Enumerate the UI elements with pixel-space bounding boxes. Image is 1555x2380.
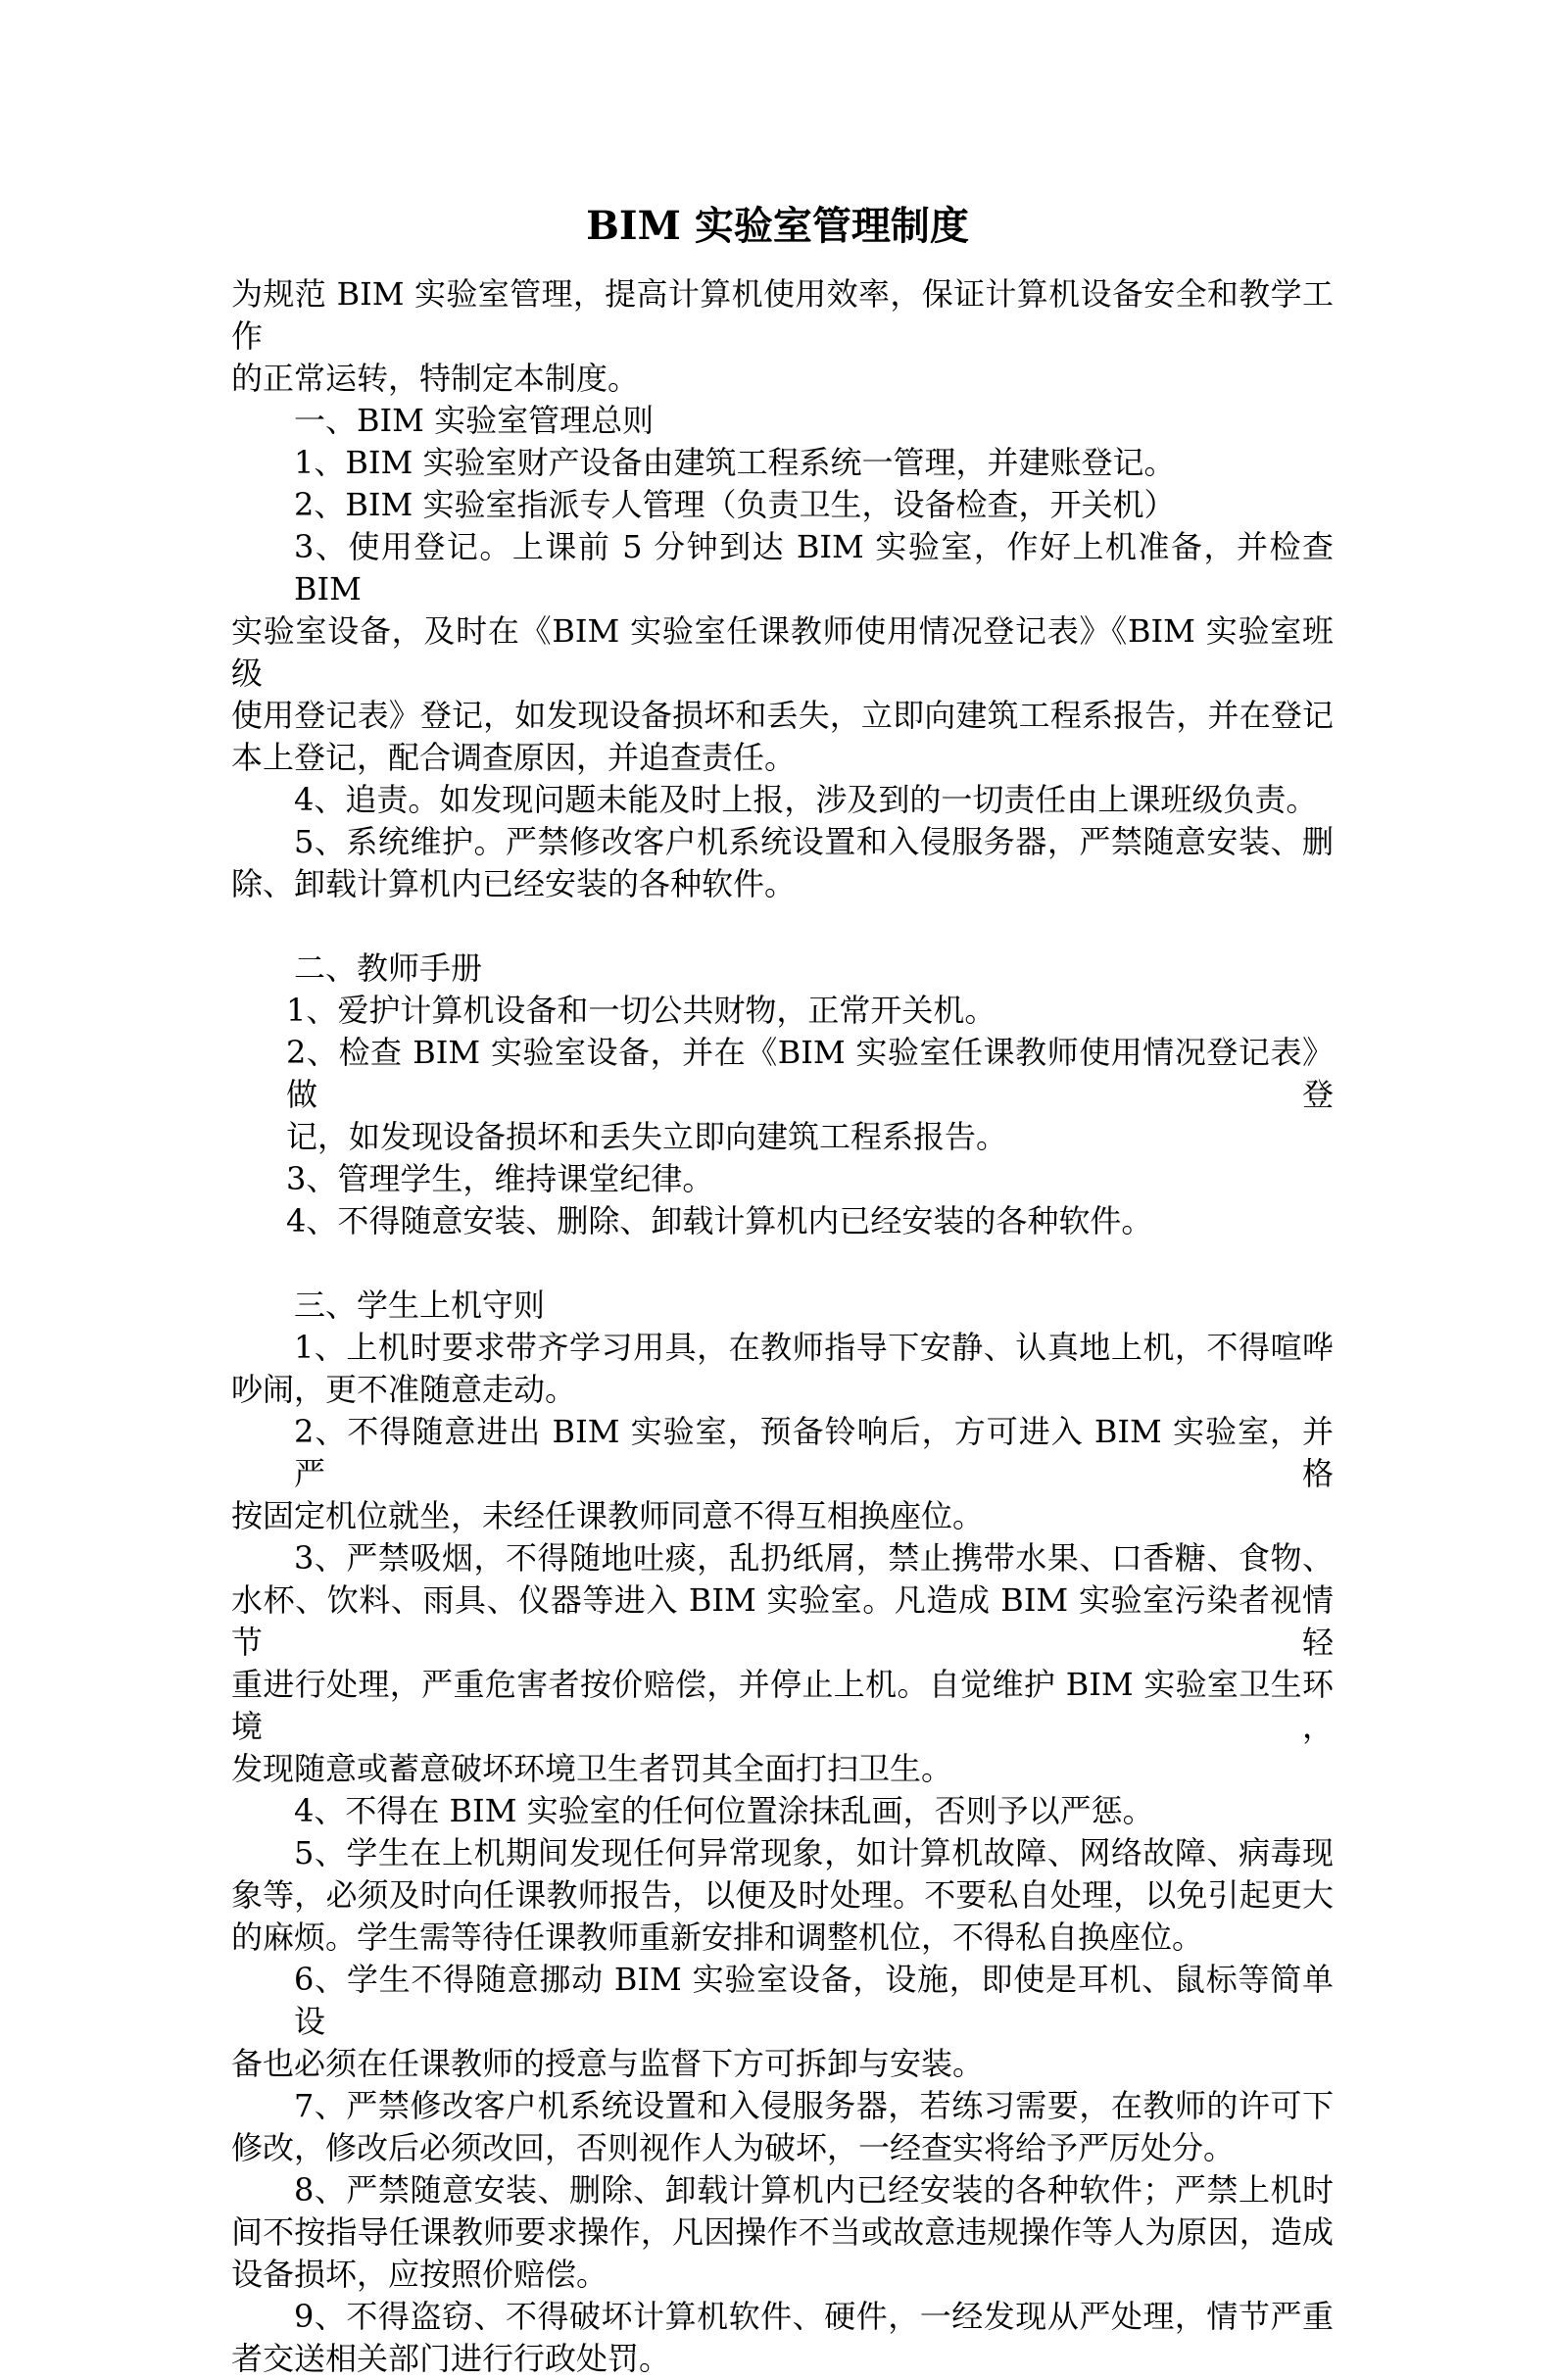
section-heading	[231, 1285, 1334, 1327]
text-line: 为规范 BIM 实验室管理，提高计算机使用效率，保证计算机设备安全和教学工作	[231, 275, 1334, 355]
paragraph	[231, 273, 1334, 400]
text-line: 3、使用登记。上课前 5 分钟到达 BIM 实验室，作好上机准备，并检查 BIM	[294, 528, 1334, 607]
paragraph	[231, 1032, 1334, 1158]
paragraph	[231, 2085, 1334, 2169]
text-line: 的正常运转，特制定本制度。	[231, 360, 640, 397]
text-line: 3、管理学生，维持课堂纪律。	[286, 1160, 714, 1197]
paragraph	[231, 1327, 1334, 1411]
paragraph	[231, 1790, 1334, 1832]
text-line: 2、BIM 实验室指派专人管理（负责卫生，设备检查，开关机）	[294, 486, 1176, 523]
text-line: 记，如发现设备损坏和丢失立即向建筑工程系报告。	[286, 1118, 1008, 1155]
text-line: 使用登记表》登记，如发现设备损坏和丢失，立即向建筑工程系报告，并在登记	[231, 697, 1334, 734]
text-line: 4、不得在 BIM 实验室的任何位置涂抹乱画，否则予以严惩。	[294, 1792, 1154, 1829]
text-line: 4、不得随意安装、删除、卸载计算机内已经安装的各种软件。	[286, 1202, 1153, 1239]
text-line: 3、严禁吸烟，不得随地吐痰，乱扔纸屑，禁止携带水果、口香糖、食物、	[294, 1539, 1334, 1577]
text-line: 者交送相关部门进行行政处罚。	[231, 2340, 671, 2377]
text-line: 水杯、饮料、雨具、仪器等进入 BIM 实验室。凡造成 BIM 实验室污染者视情节轻	[231, 1581, 1334, 1661]
text-line: 本上登记，配合调查原因，并追查责任。	[231, 739, 797, 776]
paragraph	[231, 1959, 1334, 2085]
text-line: 4、追责。如发现问题未能及时上报，涉及到的一切责任由上课班级负责。	[294, 781, 1318, 818]
paragraph	[231, 526, 1334, 779]
text-line: 2、不得随意进出 BIM 实验室，预备铃响后，方可进入 BIM 实验室，并严格	[294, 1413, 1334, 1492]
text-line: 除、卸载计算机内已经安装的各种软件。	[231, 865, 797, 902]
text-line: 的麻烦。学生需等待任课教师重新安排和调整机位，不得私自换座位。	[231, 1919, 1204, 1956]
text-line: 1、爱护计算机设备和一切公共财物，正常开关机。	[286, 992, 996, 1029]
section-heading	[231, 947, 1334, 990]
text-line: 7、严禁修改客户机系统设置和入侵服务器，若练习需要，在教师的许可下	[294, 2087, 1334, 2124]
text-line: 二、教师手册	[294, 949, 483, 987]
document-body	[231, 273, 1334, 2380]
blank-line	[231, 905, 1334, 947]
text-line: 实验室设备，及时在《BIM 实验室任课教师使用情况登记表》《BIM 实验室班级	[231, 612, 1334, 692]
text-line: 6、学生不得随意挪动 BIM 实验室设备，设施，即使是耳机、鼠标等简单设	[294, 1961, 1334, 2040]
text-line: 三、学生上机守则	[294, 1287, 546, 1324]
paragraph	[231, 1537, 1334, 1790]
text-line: 发现随意或蓄意破坏环境卫生者罚其全面打扫卫生。	[231, 1750, 953, 1787]
paragraph	[231, 2169, 1334, 2296]
text-line: 重进行处理，严重危害者按价赔偿，并停止上机。自觉维护 BIM 实验室卫生环境，	[231, 1666, 1334, 1745]
blank-line	[231, 1242, 1334, 1285]
text-line: 1、BIM 实验室财产设备由建筑工程系统一管理，并建账登记。	[294, 444, 1176, 481]
text-line: 吵闹，更不准随意走动。	[231, 1371, 577, 1408]
text-line: 设备损坏，应按照价赔偿。	[231, 2256, 608, 2293]
paragraph	[231, 1832, 1334, 1959]
paragraph	[231, 484, 1334, 526]
document-title: BIM 实验室管理制度	[586, 203, 969, 249]
text-line: 5、系统维护。严禁修改客户机系统设置和入侵服务器，严禁随意安装、删	[294, 823, 1334, 860]
text-line: 备也必须在任课教师的授意与监督下方可拆卸与安装。	[231, 2045, 985, 2082]
text-line: 一、BIM 实验室管理总则	[294, 402, 655, 439]
paragraph	[231, 990, 1334, 1032]
text-line: 间不按指导任课教师要求操作，凡因操作不当或故意违规操作等人为原因，造成	[231, 2213, 1334, 2251]
section-heading	[231, 400, 1334, 442]
paragraph	[231, 1200, 1334, 1242]
text-line: 1、上机时要求带齐学习用具，在教师指导下安静、认真地上机，不得喧哗	[294, 1329, 1334, 1366]
text-line: 象等，必须及时向任课教师报告，以便及时处理。不要私自处理，以免引起更大	[231, 1876, 1334, 1914]
paragraph	[231, 1158, 1334, 1200]
paragraph	[231, 1411, 1334, 1537]
text-line: 按固定机位就坐，未经任课教师同意不得互相换座位。	[231, 1497, 985, 1534]
paragraph	[231, 442, 1334, 484]
paragraph	[231, 779, 1334, 821]
text-line: 修改，修改后必须改回，否则视作人为破坏，一经查实将给予严厉处分。	[231, 2129, 1236, 2166]
paragraph	[231, 821, 1334, 905]
text-line: 5、学生在上机期间发现任何异常现象，如计算机故障、网络故障、病毒现	[294, 1834, 1334, 1871]
text-line: 2、检查 BIM 实验室设备，并在《BIM 实验室任课教师使用情况登记表》做登	[286, 1034, 1334, 1113]
text-line: 8、严禁随意安装、删除、卸载计算机内已经安装的各种软件；严禁上机时	[294, 2171, 1334, 2209]
paragraph	[231, 2296, 1334, 2380]
text-line: 9、不得盗窃、不得破坏计算机软件、硬件，一经发现从严处理，情节严重	[294, 2298, 1334, 2335]
